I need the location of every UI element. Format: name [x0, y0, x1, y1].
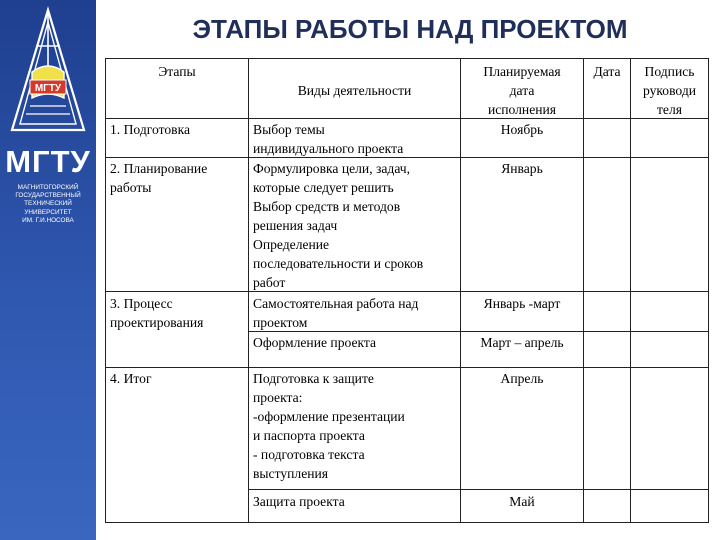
table-row-activity: Самостоятельная работа над проектом	[253, 296, 419, 330]
table-row-activity: Оформление проекта	[253, 335, 377, 350]
page-title: ЭТАПЫ РАБОТЫ НАД ПРОЕКТОМ	[192, 14, 628, 44]
sidebar-banner	[0, 0, 96, 540]
table-row-stage: 1. Подготовка	[110, 122, 190, 137]
table-row-activity: Подготовка к защите проекта: -оформление презентации и паспорта проекта - подготовка текста выступления	[253, 371, 405, 481]
table-row-stage: 3. Процесс проектирования	[110, 296, 204, 330]
table-row-stage: 2. Планирование работы	[110, 161, 208, 195]
table-row-planned: Март – апрель	[480, 335, 564, 350]
table-row-planned: Ноябрь	[500, 122, 544, 137]
svg-text:МГТУ: МГТУ	[34, 83, 62, 94]
table-row-planned: Апрель	[500, 371, 544, 386]
table-row-planned: Январь -март	[483, 296, 561, 311]
header-date: Дата	[593, 64, 621, 79]
header-stages: Этапы	[158, 64, 196, 79]
university-subtitle: МАГНИТОГОРСКИЙ ГОСУДАРСТВЕННЫЙ ТЕХНИЧЕСКИЙ УНИВЕРСИТЕТ ИМ. Г.И.НОСОВА	[15, 184, 81, 224]
table-row-planned: Январь	[501, 161, 543, 176]
table-row-planned: Май	[509, 494, 535, 509]
header-planned-date: Планируемая дата исполнения	[483, 64, 561, 117]
table-row-activity: Формулировка цели, задач, которые следует решить Выбор средств и методов решения задач Определение последовательности и сроков работ	[253, 161, 424, 290]
university-name: МГТУ	[5, 144, 91, 179]
table-row-stage: 4. Итог	[110, 371, 152, 386]
header-activities: Виды деятельности	[297, 83, 412, 98]
table-row-activity: Выбор темы индивидуального проекта	[253, 122, 404, 156]
header-signature: Подпись руководи теля	[642, 64, 697, 117]
university-emblem-icon	[6, 6, 90, 141]
table-row-activity: Защита проекта	[253, 494, 345, 509]
